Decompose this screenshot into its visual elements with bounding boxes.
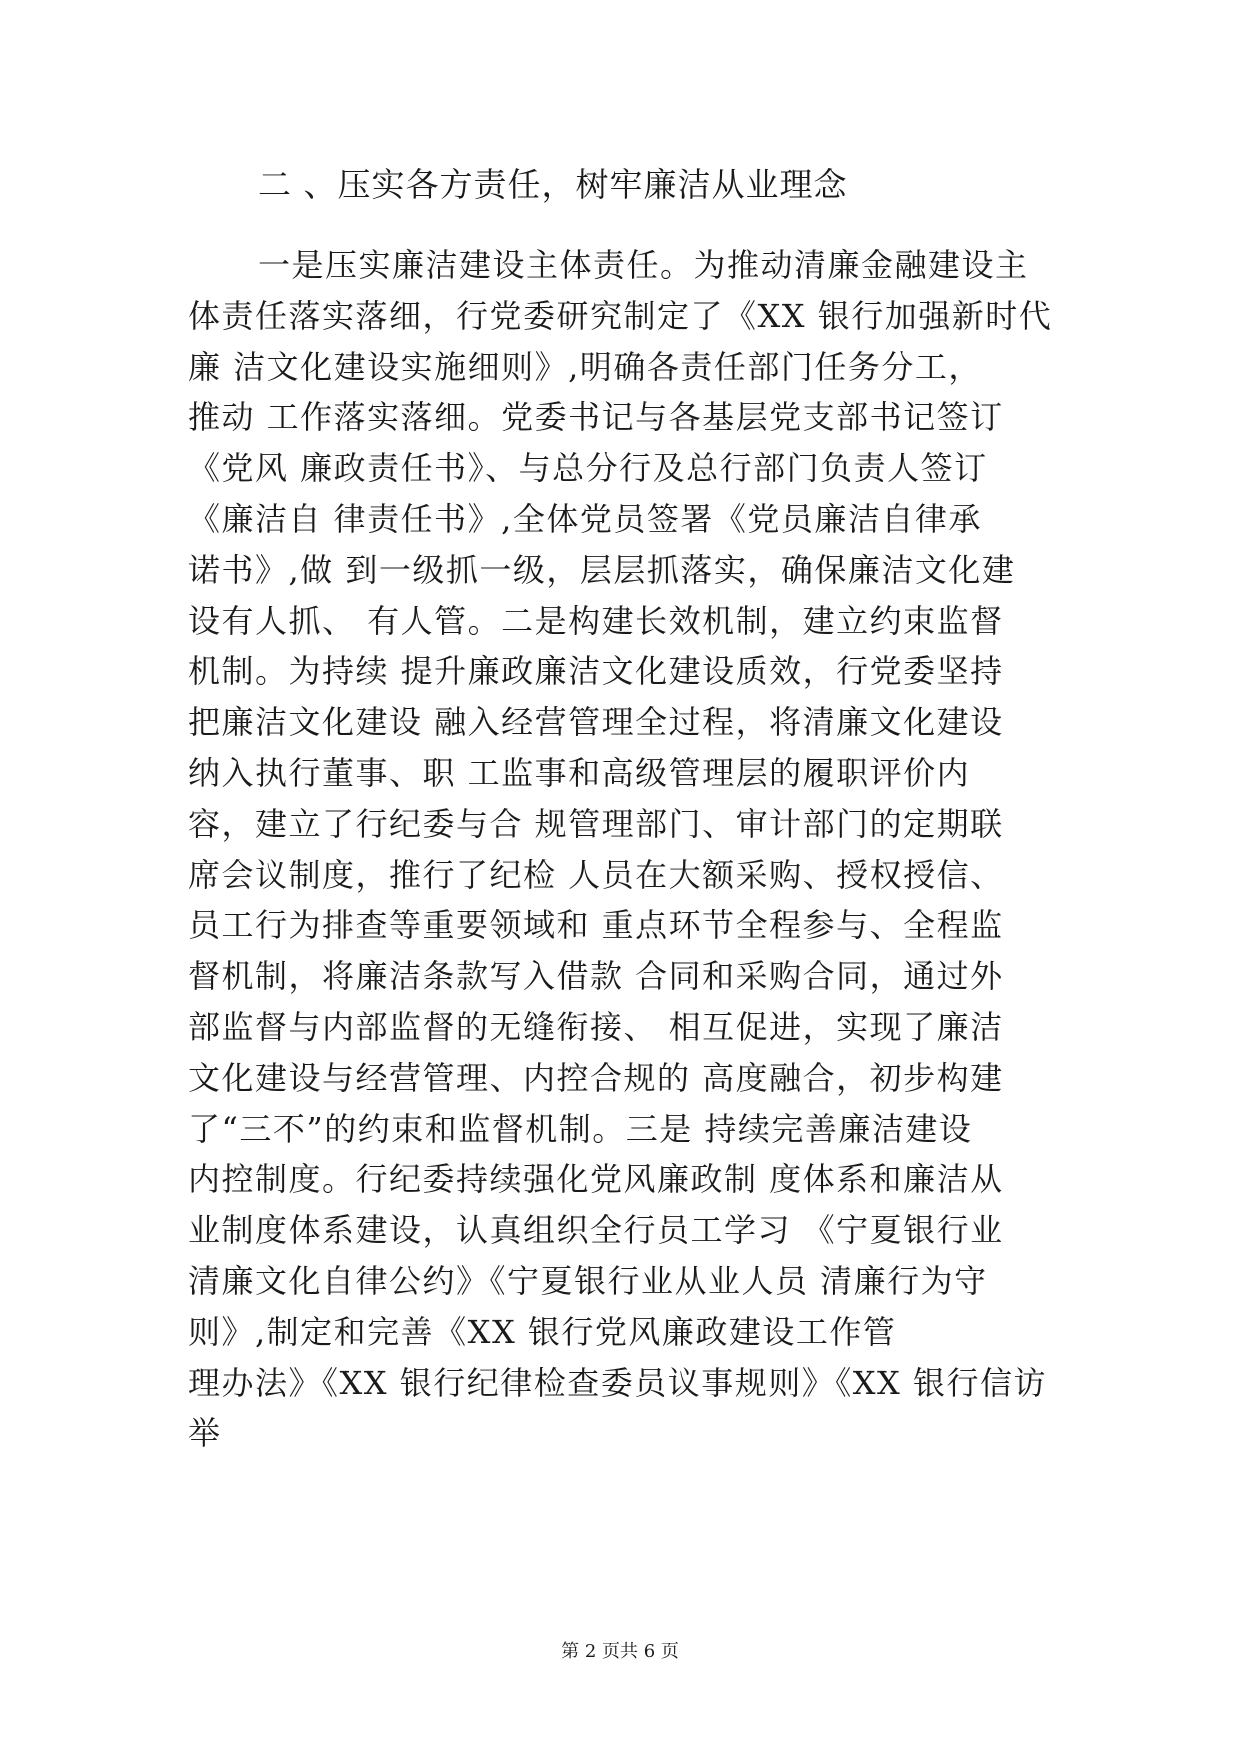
text-line: 设有人抓、 有人管。二是构建长效机制，建立约束监督 xyxy=(188,601,1004,640)
text-line: 容，建立了行纪委与合 规管理部门、审计部门的定期联 xyxy=(188,804,1004,843)
text-line: 《廉洁自 律责任书》,全体党员签署《党员廉洁自律承 xyxy=(188,499,982,538)
section-heading: 二 、压实各方责任，树牢廉洁从业理念 xyxy=(258,165,848,204)
text-line: 内控制度。行纪委持续强化党风廉政制 度体系和廉洁从 xyxy=(188,1160,1004,1199)
text-line: 部监督与内部监督的无缝衔接、 相互促进，实现了廉洁 xyxy=(188,1007,1004,1046)
text-line: 纳入执行董事、职 工监事和高级管理层的履职评价内 xyxy=(188,753,971,792)
text-line: 员工行为排查等重要领域和 重点环节全程参与、全程监 xyxy=(188,906,1004,945)
text-line: 业制度体系建设，认真组织全行员工学习 《宁夏银行业 xyxy=(188,1211,1004,1250)
text-line: 了“三不”的约束和监督机制。三是 持续完善廉洁建设 xyxy=(188,1109,973,1148)
text-line: 推动 工作落实落细。党委书记与各基层党支部书记签订 xyxy=(188,398,1004,437)
text-line: 把廉洁文化建设 融入经营管理全过程，将清廉文化建设 xyxy=(188,703,1004,742)
text-line: 席会议制度，推行了纪检 人员在大额采购、授权授信、 xyxy=(188,855,1004,894)
page-number-footer: 第 2 页共 6 页 xyxy=(561,1641,679,1662)
text-line: 《党风 廉政责任书》、与总分行及总行部门负责人签订 xyxy=(188,449,988,488)
text-line: 廉 洁文化建设实施细则》,明确各责任部门任务分工， xyxy=(188,347,982,386)
text-line: 举 xyxy=(188,1414,222,1453)
body-paragraph xyxy=(188,240,1068,1459)
text-line: 机制。为持续 提升廉政廉洁文化建设质效，行党委坚持 xyxy=(188,652,1004,691)
text-line: 清廉文化自律公约》《宁夏银行业从业人员 清廉行为守 xyxy=(188,1261,988,1300)
text-line: 文化建设与经营管理、内控合规的 高度融合，初步构建 xyxy=(188,1058,1004,1097)
text-line: 体责任落实落细，行党委研究制定了《XX 银行加强新时代 xyxy=(188,296,1053,335)
text-line: 则》,制定和完善《XX 银行党风廉政建设工作管 xyxy=(188,1312,897,1351)
text-line: 督机制，将廉洁条款写入借款 合同和采购合同，通过外 xyxy=(188,957,1004,996)
text-line: 理办法》《XX 银行纪律检查委员议事规则》《XX 银行信访 xyxy=(188,1363,1047,1402)
text-line: 一是压实廉洁建设主体责任。为推动清廉金融建设主 xyxy=(258,246,1029,284)
text-line: 诺书》,做 到一级抓一级，层层抓落实，确保廉洁文化建 xyxy=(188,550,1016,589)
